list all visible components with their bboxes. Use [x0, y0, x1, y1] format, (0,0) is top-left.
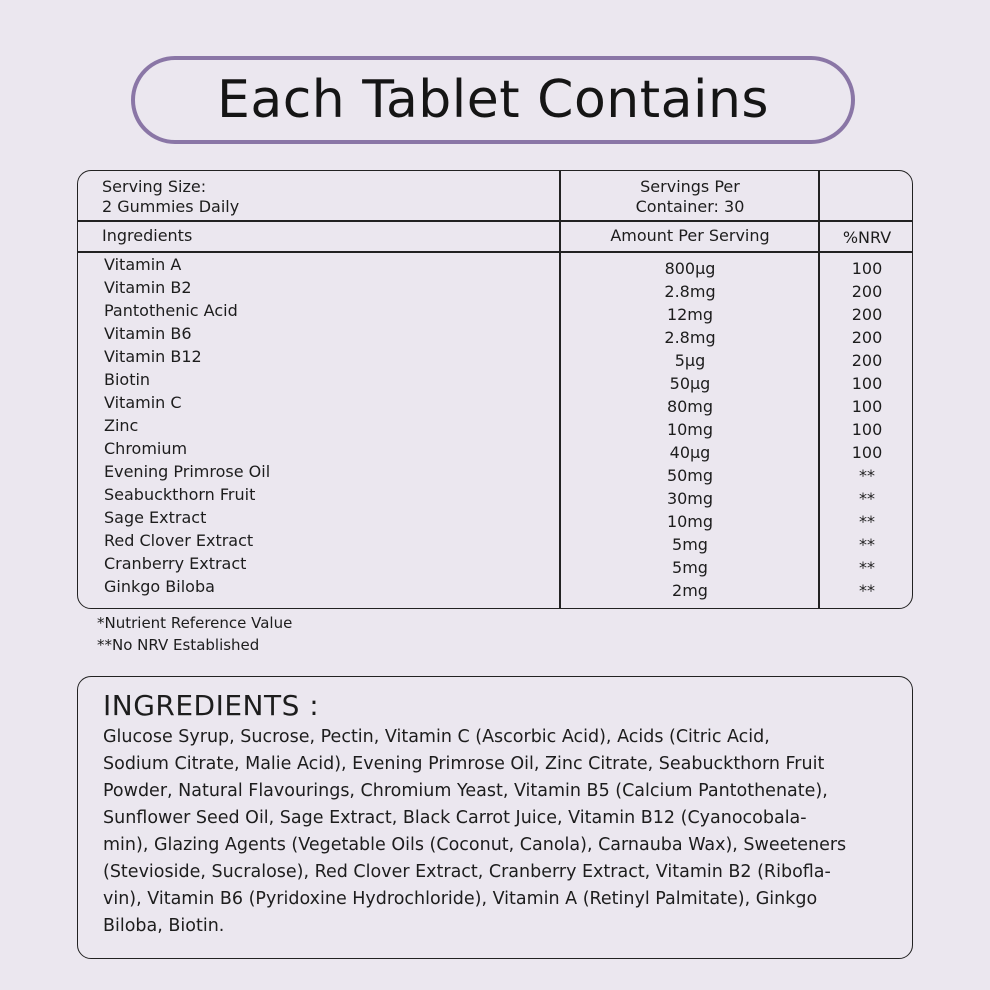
nutrient-amount: 5µg: [674, 351, 706, 370]
table-row: [78, 508, 912, 531]
nutrient-nrv: 200: [851, 282, 883, 301]
ingredients-line: (Stevioside, Sucralose), Red Clover Extract, Cranberry Extract, Vitamin B2 (Ribofla-: [103, 862, 831, 882]
nutrient-name: Chromium: [104, 439, 188, 458]
nutrient-amount: 2mg: [672, 581, 708, 600]
header-amount: Amount Per Serving: [610, 226, 770, 245]
nutrient-amount: 5mg: [672, 535, 708, 554]
title-pill: [131, 56, 855, 144]
nutrient-name: Biotin: [104, 370, 151, 389]
serving-size: [102, 177, 239, 217]
nutrient-nrv: 100: [851, 397, 883, 416]
table-row: [78, 439, 912, 462]
page-title: Each Tablet Contains: [216, 70, 769, 130]
nutrient-name: Ginkgo Biloba: [104, 577, 215, 596]
nutrient-nrv: **: [859, 512, 875, 531]
table-row: [78, 370, 912, 393]
servings-per-container: [561, 177, 819, 217]
nutrient-nrv: 100: [851, 259, 883, 278]
nutrient-name: Red Clover Extract: [104, 531, 254, 550]
nutrient-amount: 10mg: [666, 512, 714, 531]
table-row: [78, 485, 912, 508]
nutrient-amount: 50mg: [666, 466, 714, 485]
table-row: [78, 393, 912, 416]
nutrient-name: Seabuckthorn Fruit: [104, 485, 256, 504]
supplement-facts-table: [77, 170, 913, 609]
nutrient-amount: 12mg: [666, 305, 714, 324]
serving-size-value: 2 Gummies Daily: [102, 197, 240, 216]
nutrient-name: Pantothenic Acid: [104, 301, 238, 320]
table-row: [78, 347, 912, 370]
ingredients-heading: INGREDIENTS :: [103, 689, 320, 722]
nutrient-amount: 80mg: [666, 397, 714, 416]
nutrient-nrv: **: [859, 535, 875, 554]
nutrient-nrv: **: [859, 581, 875, 600]
table-row: [78, 577, 912, 600]
nutrient-name: Evening Primrose Oil: [104, 462, 271, 481]
nutrient-amount: 800µg: [664, 259, 716, 278]
ingredients-line: Biloba, Biotin.: [103, 916, 225, 936]
nutrient-name: Vitamin A: [104, 255, 182, 274]
header-ingredients: Ingredients: [102, 226, 193, 245]
nutrient-name: Vitamin B6: [104, 324, 192, 343]
nutrient-amount: 5mg: [672, 558, 708, 577]
ingredients-line: Glucose Syrup, Sucrose, Pectin, Vitamin C (Ascorbic Acid), Acids (Citric Acid,: [103, 727, 770, 747]
row-divider: [78, 251, 912, 253]
nutrient-nrv: 200: [851, 328, 883, 347]
table-row: [78, 278, 912, 301]
nutrient-amount: 2.8mg: [664, 328, 716, 347]
header-nrv: %NRV: [842, 228, 892, 247]
row-divider: [78, 220, 912, 222]
ingredients-box: [77, 676, 913, 959]
nutrient-nrv: 200: [851, 351, 883, 370]
ingredients-line: Sunflower Seed Oil, Sage Extract, Black Carrot Juice, Vitamin B12 (Cyanocobala-: [103, 808, 807, 828]
nutrient-name: Vitamin C: [104, 393, 182, 412]
footnotes: [97, 612, 292, 656]
footnote-no-nrv: **No NRV Established: [97, 636, 260, 654]
table-row: [78, 531, 912, 554]
nutrient-name: Zinc: [104, 416, 139, 435]
nutrient-nrv: **: [859, 489, 875, 508]
table-row: [78, 462, 912, 485]
ingredients-line: Sodium Citrate, Malie Acid), Evening Primrose Oil, Zinc Citrate, Seabuckthorn Fruit: [103, 754, 825, 774]
footnote-nrv: *Nutrient Reference Value: [97, 614, 293, 632]
nutrient-nrv: 100: [851, 374, 883, 393]
servings-per-value: Container: 30: [635, 197, 745, 216]
nutrient-amount: 50µg: [669, 374, 711, 393]
nutrient-amount: 30mg: [666, 489, 714, 508]
nutrient-name: Vitamin B2: [104, 278, 192, 297]
nutrient-name: Sage Extract: [104, 508, 207, 527]
table-row: [78, 301, 912, 324]
nutrient-nrv: **: [859, 466, 875, 485]
table-row: [78, 554, 912, 577]
nutrient-nrv: 200: [851, 305, 883, 324]
nutrient-name: Vitamin B12: [104, 347, 202, 366]
ingredients-line: min), Glazing Agents (Vegetable Oils (Coconut, Canola), Carnauba Wax), Sweeteners: [103, 835, 847, 855]
servings-per-label: Servings Per: [640, 177, 740, 196]
nutrient-name: Cranberry Extract: [104, 554, 247, 573]
ingredients-line: Powder, Natural Flavourings, Chromium Yeast, Vitamin B5 (Calcium Pantothenate),: [103, 781, 828, 801]
serving-size-label: Serving Size:: [102, 177, 207, 196]
nutrient-nrv: 100: [851, 420, 883, 439]
ingredients-line: vin), Vitamin B6 (Pyridoxine Hydrochloride), Vitamin A (Retinyl Palmitate), Ginkgo: [103, 889, 818, 909]
nutrient-amount: 2.8mg: [664, 282, 716, 301]
nutrient-nrv: 100: [851, 443, 883, 462]
nutrient-amount: 10mg: [666, 420, 714, 439]
table-row: [78, 324, 912, 347]
nutrient-amount: 40µg: [669, 443, 711, 462]
nutrient-nrv: **: [859, 558, 875, 577]
table-row: [78, 255, 912, 278]
table-row: [78, 416, 912, 439]
